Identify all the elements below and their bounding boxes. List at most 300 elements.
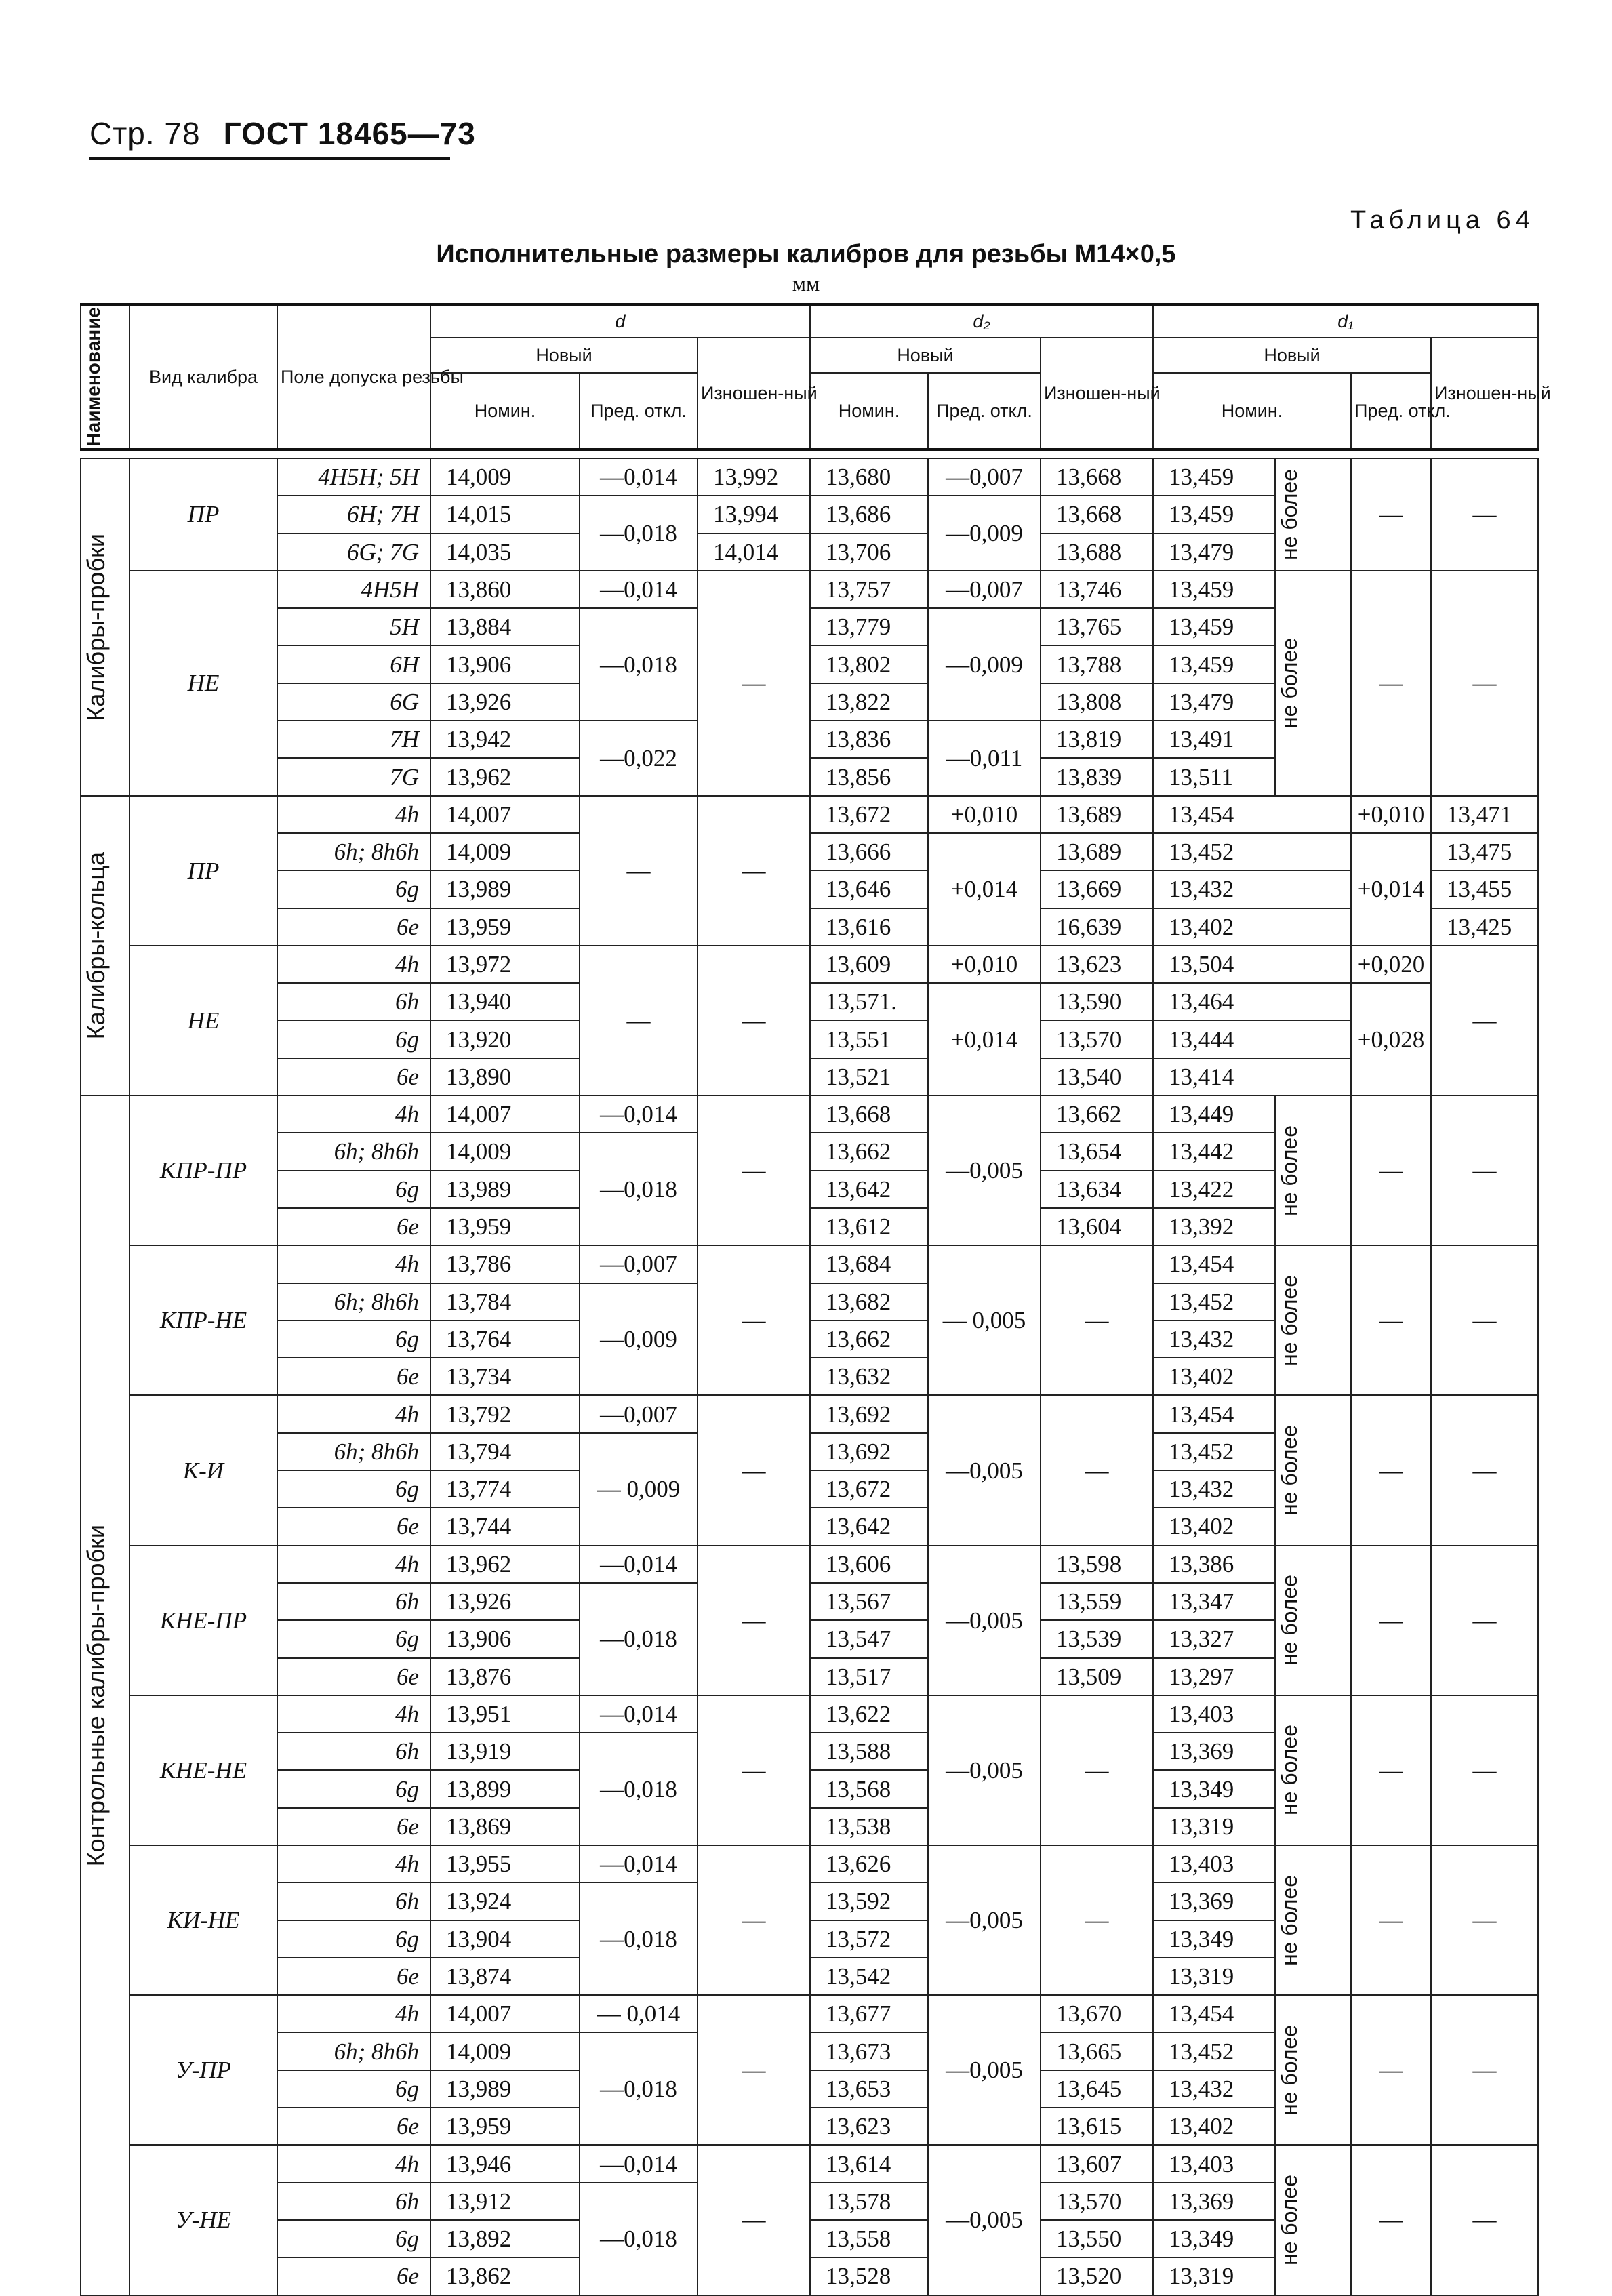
d1-nominal: 13,369 [1153,2183,1275,2220]
col-name: Наименование [81,304,129,449]
tolerance-field: 6e [277,1808,430,1845]
d2-deviation: —0,005 [928,1995,1041,2145]
unit-label: мм [792,271,820,296]
tolerance-field: 6e [277,908,430,946]
d-nominal: 13,926 [430,683,580,721]
tolerance-field: 4h [277,946,430,983]
gauge-kind: КНЕ-НЕ [129,1695,277,1845]
gauge-kind: ПР [129,796,277,946]
d-nominal: 14,015 [430,496,580,533]
d2-worn: 13,654 [1041,1133,1153,1170]
d2-deviation: —0,005 [928,1546,1041,1695]
gauge-kind: КНЕ-ПР [129,1546,277,1695]
d2-deviation: —0,007 [928,571,1041,608]
d1-worn: 13,471 [1431,796,1538,833]
tolerance-field: 6e [277,2257,430,2295]
table-row [81,1095,1538,1133]
d1-deviation: — [1351,1095,1431,1245]
d-nominal: 13,972 [430,946,580,983]
d2-nominal: 13,757 [810,571,928,608]
standard-id: ГОСТ 18465—73 [223,116,476,151]
tolerance-field: 4h [277,1095,430,1133]
d2-nominal: 13,588 [810,1733,928,1770]
d-worn: — [698,571,810,796]
gauge-kind: У-НЕ [129,2145,277,2295]
d1-nominal: 13,402 [1153,908,1351,946]
d-nominal: 14,009 [430,458,580,496]
d-nominal: 13,906 [430,645,580,683]
d-worn: — [698,1095,810,1245]
d1-deviation: +0,020 [1351,946,1431,983]
d1-worn: — [1431,1546,1538,1695]
col-d2: d₂ [810,304,1153,338]
d1-deviation: +0,010 [1351,796,1431,833]
d-nominal: 13,784 [430,1283,580,1321]
d2-deviation: —0,011 [928,721,1041,796]
tolerance-field: 4H5H; 5H [277,458,430,496]
d-deviation: —0,014 [580,571,698,608]
d2-nominal: 13,779 [810,608,928,645]
tolerance-field: 6g [277,1920,430,1958]
table-row [81,946,1538,983]
col-d: d [430,304,810,338]
d1-not-more: не более [1275,1546,1351,1695]
d1-nominal: 13,449 [1153,1095,1275,1133]
d-deviation: —0,018 [580,496,698,571]
d-nominal: 14,007 [430,796,580,833]
d2-deviation: — 0,005 [928,1245,1041,1395]
d-worn: — [698,1546,810,1695]
tolerance-field: 7G [277,758,430,795]
d-deviation: — 0,009 [580,1433,698,1546]
col-field: Поле допуска резьбы [277,304,430,449]
gauge-kind: У-ПР [129,1995,277,2145]
gauge-kind: ПР [129,458,277,571]
d-deviation: — [580,796,698,946]
d2-worn: — [1041,1845,1153,1995]
d1-deviation: — [1351,1695,1431,1845]
d2-nominal: 13,673 [810,2032,928,2070]
d1-deviation: — [1351,1395,1431,1545]
tolerance-field: 6g [277,1620,430,1657]
d2-worn: 13,689 [1041,796,1153,833]
page-number: Стр. 78 [89,116,201,151]
page-header [89,115,499,152]
col-d1-dev: Пред. откл. [1351,373,1431,449]
d1-worn: — [1431,1245,1538,1395]
d2-deviation: —0,005 [928,1395,1041,1545]
d2-nominal: 13,684 [810,1245,928,1283]
d-deviation: —0,022 [580,721,698,796]
d-worn: — [698,796,810,946]
d1-nominal: 13,479 [1153,533,1275,571]
tolerance-field: 6g [277,2070,430,2108]
d2-nominal: 13,802 [810,645,928,683]
d2-worn: 13,634 [1041,1171,1153,1208]
d1-nominal: 13,347 [1153,1583,1275,1620]
col-d-nom: Номин. [430,373,580,449]
gauge-kind: НЕ [129,946,277,1095]
d-nominal: 13,899 [430,1770,580,1807]
tolerance-field: 4h [277,796,430,833]
tolerance-field: 4H5H [277,571,430,608]
tolerance-field: 6H [277,645,430,683]
d2-nominal: 13,542 [810,1958,928,1995]
d2-nominal: 13,521 [810,1058,928,1095]
tolerance-field: 6h; 8h6h [277,1433,430,1470]
d-worn: 13,992 [698,458,810,496]
table-row [81,1695,1538,1733]
d-deviation: —0,014 [580,458,698,496]
d1-worn: — [1431,1845,1538,1995]
tolerance-field: 6e [277,1658,430,1695]
d-nominal: 13,959 [430,1208,580,1245]
d2-worn: 13,662 [1041,1095,1153,1133]
d-deviation: —0,018 [580,1733,698,1845]
d2-nominal: 13,672 [810,796,928,833]
d2-worn: 13,615 [1041,2108,1153,2145]
d2-nominal: 13,706 [810,533,928,571]
d-worn: — [698,1845,810,1995]
tolerance-field: 6g [277,1770,430,1807]
d1-nominal: 13,403 [1153,1695,1275,1733]
d-deviation: —0,014 [580,1695,698,1733]
d1-nominal: 13,444 [1153,1020,1351,1058]
d2-nominal: 13,836 [810,721,928,758]
d2-nominal: 13,692 [810,1433,928,1470]
d-nominal: 14,009 [430,2032,580,2070]
group-plugs: Калибры-пробки [81,458,129,796]
d-worn: 14,014 [698,533,810,571]
d2-worn: 13,590 [1041,983,1153,1020]
d2-nominal: 13,568 [810,1770,928,1807]
tolerance-field: 6e [277,1508,430,1545]
d1-nominal: 13,464 [1153,983,1351,1020]
d1-nominal: 13,402 [1153,1358,1275,1395]
table-row [81,1058,1538,1095]
d1-nominal: 13,432 [1153,1470,1275,1508]
d-nominal: 13,959 [430,2108,580,2145]
tolerance-field: 6g [277,2220,430,2257]
d2-worn: 13,570 [1041,1020,1153,1058]
d1-nominal: 13,459 [1153,496,1275,533]
d-nominal: 13,876 [430,1658,580,1695]
d1-nominal: 13,403 [1153,1845,1275,1882]
d2-worn: — [1041,1395,1153,1545]
d2-deviation: +0,010 [928,796,1041,833]
d2-worn: 13,765 [1041,608,1153,645]
d2-deviation: —0,007 [928,458,1041,496]
d1-nominal: 13,452 [1153,1433,1275,1470]
d2-worn: 13,559 [1041,1583,1153,1620]
tolerance-field: 6h; 8h6h [277,1283,430,1321]
d-nominal: 13,924 [430,1882,580,1920]
d-nominal: 13,989 [430,1171,580,1208]
d-nominal: 13,884 [430,608,580,645]
d-nominal: 13,906 [430,1620,580,1657]
tolerance-field: 6h; 8h6h [277,833,430,870]
d-nominal: 13,734 [430,1358,580,1395]
d-deviation: —0,007 [580,1395,698,1432]
d1-not-more: не более [1275,458,1351,571]
d1-nominal: 13,297 [1153,1658,1275,1695]
d1-not-more: не более [1275,1095,1351,1245]
d2-nominal: 13,668 [810,1095,928,1133]
d2-worn: 13,670 [1041,1995,1153,2032]
d-deviation: —0,018 [580,2032,698,2145]
d2-nominal: 13,632 [810,1358,928,1395]
d2-worn: 13,668 [1041,458,1153,496]
d2-nominal: 13,614 [810,2145,928,2182]
d1-worn: — [1431,1695,1538,1845]
d1-deviation: — [1351,571,1431,796]
d1-nominal: 13,511 [1153,758,1275,795]
tolerance-field: 7H [277,721,430,758]
control-gauges [81,1095,1538,2295]
col-d-worn: Изношен-ный [698,338,810,449]
d-nominal: 13,764 [430,1321,580,1358]
d1-nominal: 13,432 [1153,1321,1275,1358]
d1-deviation: +0,014 [1351,833,1431,946]
gauge-kind: К-И [129,1395,277,1545]
group-rings: Калибры-кольца [81,796,129,1095]
tolerance-field: 6g [277,1470,430,1508]
d2-worn: 13,570 [1041,2183,1153,2220]
d1-nominal: 13,402 [1153,1508,1275,1545]
d1-nominal: 13,414 [1153,1058,1351,1095]
d1-worn: — [1431,1395,1538,1545]
d2-nominal: 13,612 [810,1208,928,1245]
d1-nominal: 13,319 [1153,1808,1275,1845]
d1-worn: — [1431,571,1538,796]
tolerance-field: 4h [277,1245,430,1283]
tolerance-field: 6g [277,1020,430,1058]
table-row [81,870,1538,908]
tolerance-field: 6G [277,683,430,721]
d2-worn: 13,540 [1041,1058,1153,1095]
d-nominal: 14,035 [430,533,580,571]
d-nominal: 13,862 [430,2257,580,2295]
d-worn: — [698,1995,810,2145]
d2-deviation: —0,005 [928,1095,1041,1245]
table-row [81,571,1538,608]
col-d2-dev: Пред. откл. [928,373,1041,449]
d2-nominal: 13,538 [810,1808,928,1845]
d2-worn: 13,509 [1041,1658,1153,1695]
d2-deviation: —0,005 [928,2145,1041,2295]
d1-not-more: не более [1275,1245,1351,1395]
d-nominal: 13,794 [430,1433,580,1470]
tolerance-field: 6h; 8h6h [277,2032,430,2070]
d2-worn: — [1041,1245,1153,1395]
spacer-row [81,449,1538,458]
tolerance-field: 6g [277,1321,430,1358]
header-rule [89,157,450,160]
table-row [81,458,1538,496]
d1-worn: — [1431,946,1538,1095]
d2-nominal: 13,686 [810,496,928,533]
d1-not-more: не более [1275,2145,1351,2295]
d2-worn: 13,668 [1041,496,1153,533]
d2-nominal: 13,672 [810,1470,928,1508]
d1-nominal: 13,459 [1153,645,1275,683]
tolerance-field: 6e [277,1208,430,1245]
d2-worn: 16,639 [1041,908,1153,946]
d2-worn: 13,539 [1041,1620,1153,1657]
d2-nominal: 13,609 [810,946,928,983]
d2-worn: 13,788 [1041,645,1153,683]
col-d2-nom: Номин. [810,373,928,449]
table-row [81,2145,1538,2182]
d1-not-more: не более [1275,1395,1351,1545]
d2-nominal: 13,626 [810,1845,928,1882]
d-nominal: 13,774 [430,1470,580,1508]
d1-nominal: 13,459 [1153,458,1275,496]
table-row [81,1995,1538,2032]
tolerance-field: 6g [277,870,430,908]
d2-nominal: 13,572 [810,1920,928,1958]
d1-nominal: 13,349 [1153,1770,1275,1807]
table-row [81,908,1538,946]
tolerance-field: 6h [277,1583,430,1620]
col-d-new: Новый [430,338,698,373]
d2-worn: 13,688 [1041,533,1153,571]
d2-nominal: 13,578 [810,2183,928,2220]
dimensions-table [80,303,1551,2296]
d-nominal: 14,009 [430,1133,580,1170]
d2-nominal: 13,642 [810,1171,928,1208]
tolerance-field: 4h [277,1395,430,1432]
d-nominal: 13,989 [430,2070,580,2108]
tolerance-field: 6G; 7G [277,533,430,571]
d1-worn: — [1431,2145,1538,2295]
d1-deviation: — [1351,1546,1431,1695]
d1-nominal: 13,369 [1153,1733,1275,1770]
d-nominal: 13,951 [430,1695,580,1733]
col-d2-worn: Изношен-ный [1041,338,1153,449]
tolerance-field: 6e [277,1958,430,1995]
gauge-kind: КПР-НЕ [129,1245,277,1395]
d1-nominal: 13,479 [1153,683,1275,721]
d1-nominal: 13,452 [1153,1283,1275,1321]
d2-nominal: 13,692 [810,1395,928,1432]
d1-nominal: 13,452 [1153,833,1351,870]
d1-deviation: — [1351,1845,1431,1995]
col-d2-new: Новый [810,338,1041,373]
d1-deviation: +0,028 [1351,983,1431,1095]
d2-worn: 13,520 [1041,2257,1153,2295]
d-nominal: 14,009 [430,833,580,870]
d-nominal: 13,890 [430,1058,580,1095]
tolerance-field: 6e [277,1358,430,1395]
d2-worn: 13,607 [1041,2145,1153,2182]
table-row [81,796,1538,833]
d2-nominal: 13,682 [810,1283,928,1321]
d1-worn: 13,475 [1431,833,1538,870]
d2-deviation: —0,009 [928,496,1041,571]
d1-worn: — [1431,1995,1538,2145]
group-control: Контрольные калибры-пробки [81,1095,129,2295]
gauge-kind: КИ-НЕ [129,1845,277,1995]
d1-not-more: не более [1275,1695,1351,1845]
d1-worn: 13,455 [1431,870,1538,908]
d-nominal: 13,786 [430,1245,580,1283]
d-nominal: 13,869 [430,1808,580,1845]
table-row [81,1546,1538,1583]
tolerance-field: 6H; 7H [277,496,430,533]
table-row [81,1245,1538,1283]
d1-nominal: 13,319 [1153,1958,1275,1995]
tolerance-field: 4h [277,1546,430,1583]
d-worn: — [698,2145,810,2295]
d-nominal: 13,955 [430,1845,580,1882]
d1-worn: 13,425 [1431,908,1538,946]
d-deviation: — [580,946,698,1095]
col-d1: d₁ [1153,304,1538,338]
table-row [81,1845,1538,1882]
d1-nominal: 13,442 [1153,1133,1275,1170]
d2-nominal: 13,551 [810,1020,928,1058]
d1-worn: — [1431,1095,1538,1245]
d1-not-more: не более [1275,1995,1351,2145]
d1-deviation: — [1351,458,1431,571]
d1-nominal: 13,504 [1153,946,1351,983]
d2-worn: 13,550 [1041,2220,1153,2257]
d-nominal: 13,860 [430,571,580,608]
d-nominal: 13,962 [430,1546,580,1583]
d-deviation: —0,007 [580,1245,698,1283]
col-kind: Вид калибра [129,304,277,449]
table-row [81,1020,1538,1058]
d2-deviation: —0,005 [928,1695,1041,1845]
d2-nominal: 13,547 [810,1620,928,1657]
d2-deviation: —0,005 [928,1845,1041,1995]
d1-deviation: — [1351,2145,1431,2295]
d2-nominal: 13,616 [810,908,928,946]
d2-nominal: 13,606 [810,1546,928,1583]
d-nominal: 13,942 [430,721,580,758]
col-d1-worn: Изношен-ный [1431,338,1538,449]
d2-nominal: 13,642 [810,1508,928,1545]
d1-nominal: 13,386 [1153,1546,1275,1583]
d-nominal: 13,792 [430,1395,580,1432]
table-row [81,1395,1538,1432]
d-worn: — [698,1245,810,1395]
d-deviation: —0,018 [580,1583,698,1695]
tolerance-field: 6h [277,2183,430,2220]
tolerance-field: 6e [277,2108,430,2145]
d2-nominal: 13,662 [810,1321,928,1358]
d1-not-more: не более [1275,1845,1351,1995]
d2-nominal: 13,571. [810,983,928,1020]
d1-nominal: 13,452 [1153,2032,1275,2070]
d2-worn: 13,665 [1041,2032,1153,2070]
d2-nominal: 13,662 [810,1133,928,1170]
d2-worn: 13,839 [1041,758,1153,795]
d2-deviation: —0,009 [928,608,1041,721]
tolerance-field: 4h [277,2145,430,2182]
d1-nominal: 13,369 [1153,1882,1275,1920]
d1-nominal: 13,422 [1153,1171,1275,1208]
d2-worn: 13,604 [1041,1208,1153,1245]
d-nominal: 13,940 [430,983,580,1020]
d1-nominal: 13,327 [1153,1620,1275,1657]
d2-nominal: 13,623 [810,2108,928,2145]
table-title: Исполнительные размеры калибров для резьбы М14×0,5 [436,240,1176,268]
d2-worn: — [1041,1695,1153,1845]
d2-nominal: 13,822 [810,683,928,721]
d1-nominal: 13,454 [1153,1395,1275,1432]
